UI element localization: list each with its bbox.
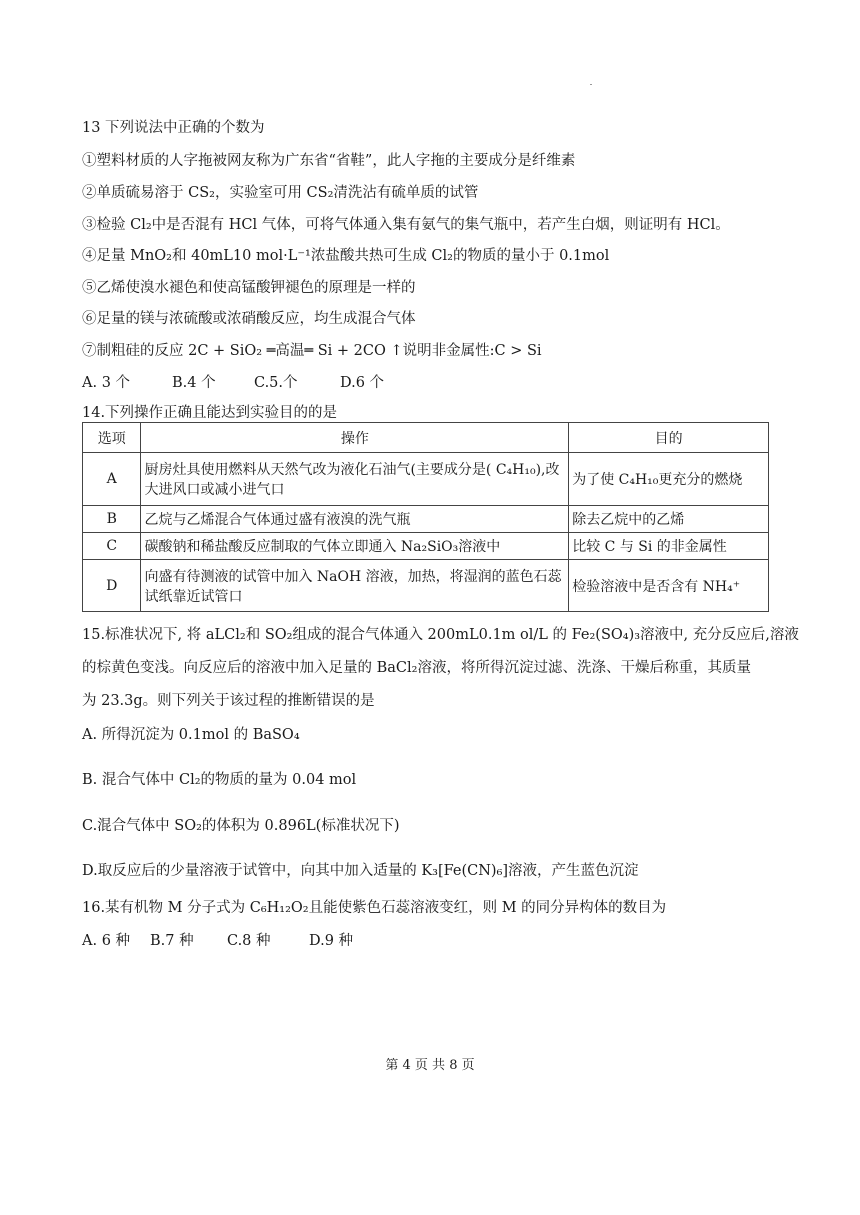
q13-option-a: A. 3 个: [82, 375, 131, 391]
q16-option-b: B.7 种: [150, 933, 194, 949]
row-option: A: [83, 453, 141, 506]
scan-speck: [590, 84, 592, 85]
row-operation: 碳酸钠和稀盐酸反应制取的气体立即通入 Na₂SiO₃溶液中: [141, 533, 569, 560]
q15-option-d: D.取反应后的少量溶液于试管中，向其中加入适量的 K₃[Fe(CN)₆]溶液，产生蓝色沉淀: [82, 863, 639, 879]
row-option: B: [83, 506, 141, 533]
q13-item-7: ⑦制粗硅的反应 2C + SiO₂ ═高温═ Si + 2CO ↑说明非金属性:C > Si: [82, 343, 542, 359]
table-row: [83, 506, 769, 533]
q15-stem-line-2: 的棕黄色变浅。向反应后的溶液中加入足量的 BaCl₂溶液，将所得沉淀过滤、洗涤、干燥后称重，其质量: [82, 660, 751, 676]
table-row: [83, 560, 769, 612]
q16-options: [82, 929, 353, 950]
q14-table: [82, 422, 769, 612]
row-operation: 乙烷与乙烯混合气体通过盛有液溴的洗气瓶: [141, 506, 569, 533]
q13-stem: 13 下列说法中正确的个数为: [82, 120, 265, 136]
q13-item-4: ④足量 MnO₂和 40mL10 mol·L⁻¹浓盐酸共热可生成 Cl₂的物质的量小于 0.1mol: [82, 248, 610, 264]
q13-item-2: ②单质硫易溶于 CS₂，实验室可用 CS₂清洗沾有硫单质的试管: [82, 185, 479, 201]
q15-option-c: C.混合气体中 SO₂的体积为 0.896L(标准状况下): [82, 818, 400, 834]
table-row: [83, 453, 769, 506]
q16-stem: 16.某有机物 M 分子式为 C₆H₁₂O₂且能使紫色石蕊溶液变红，则 M 的同分异构体的数目为: [82, 900, 667, 916]
q16-option-d: D.9 种: [309, 933, 354, 949]
q13-option-c: C.5.个: [254, 375, 298, 391]
q16-option-a: A. 6 种: [82, 933, 131, 949]
header-operation: 操作: [141, 423, 569, 453]
q13-options: [82, 371, 384, 392]
q13-item-6: ⑥足量的镁与浓硫酸或浓硝酸反应，均生成混合气体: [82, 311, 416, 327]
header-goal: 目的: [569, 423, 769, 453]
table-header-row: [83, 423, 769, 453]
row-option: D: [83, 560, 141, 612]
q15-option-a: A. 所得沉淀为 0.1mol 的 BaSO₄: [82, 727, 300, 743]
table-row: [83, 533, 769, 560]
q15-option-b: B. 混合气体中 Cl₂的物质的量为 0.04 mol: [82, 772, 357, 788]
row-operation: 向盛有待测液的试管中加入 NaOH 溶液，加热，将湿润的蓝色石蕊试纸靠近试管口: [141, 560, 569, 612]
q15-stem-line-3: 为 23.3g。则下列关于该过程的推断错误的是: [82, 693, 375, 709]
header-option: 选项: [83, 423, 141, 453]
q16-option-c: C.8 种: [227, 933, 271, 949]
row-option: C: [83, 533, 141, 560]
q13-item-5: ⑤乙烯使溴水褪色和使高锰酸钾褪色的原理是一样的: [82, 280, 416, 296]
page-footer: 第 4 页 共 8 页: [385, 1058, 475, 1073]
row-operation: 厨房灶具使用燃料从天然气改为液化石油气(主要成分是( C₄H₁₀),改大进风口或减小进气口: [141, 453, 569, 506]
q13-option-d: D.6 个: [340, 375, 385, 391]
q15-stem-line-1: 15.标准状况下, 将 aLCl₂和 SO₂组成的混合气体通入 200mL0.1m ol/L 的 Fe₂(SO₄)₃溶液中, 充分反应后,溶液: [82, 627, 799, 643]
q13-option-b: B.4 个: [172, 375, 216, 391]
row-goal: 除去乙烷中的乙烯: [569, 506, 769, 533]
row-goal: 比较 C 与 Si 的非金属性: [569, 533, 769, 560]
row-goal: 为了使 C₄H₁₀更充分的燃烧: [569, 453, 769, 506]
q13-item-1: ①塑料材质的人字拖被网友称为广东省“省鞋”，此人字拖的主要成分是纤维素: [82, 153, 576, 169]
q14-stem: 14.下列操作正确且能达到实验目的的是: [82, 405, 338, 421]
q13-item-3: ③检验 Cl₂中是否混有 HCl 气体，可将气体通入集有氨气的集气瓶中，若产生白烟，则证明有 HCl。: [82, 217, 730, 233]
row-goal: 检验溶液中是否含有 NH₄⁺: [569, 560, 769, 612]
